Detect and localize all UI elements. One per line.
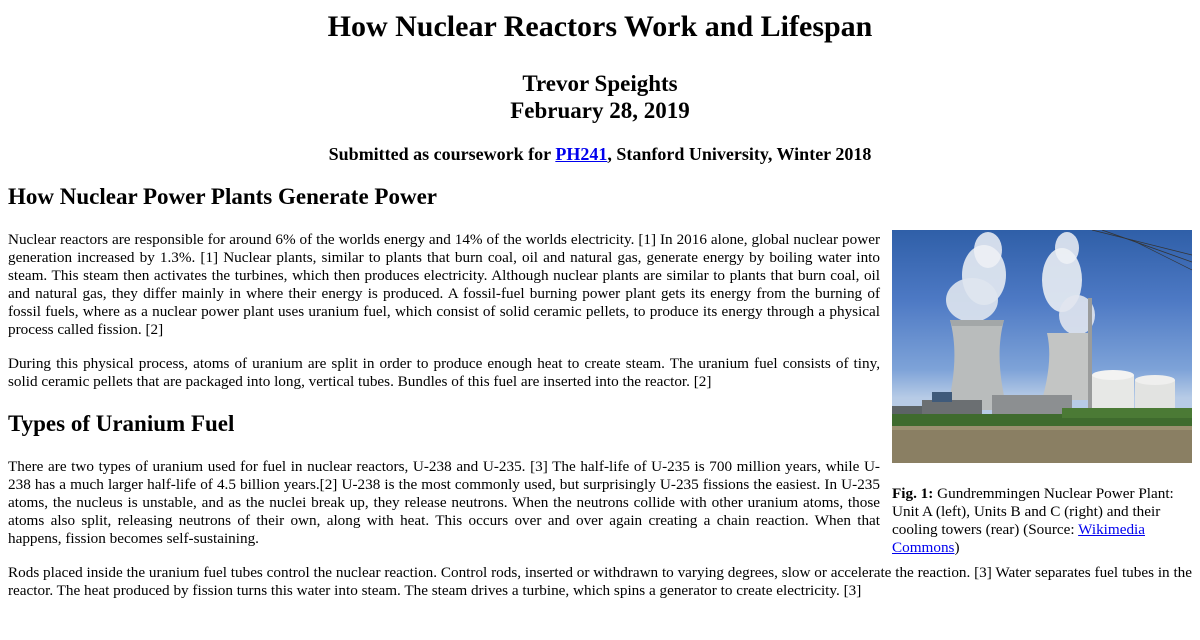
paragraph: During this physical process, atoms of uranium are split in order to produce enough heat to create steam. The uranium fuel consists of tiny, solid ceramic pellets that are packaged into long, vertical tubes. Bundles of this fuel are inserted into the reactor. [2]: [8, 355, 880, 390]
source-link[interactable]: Wikimedia Commons: [892, 521, 1145, 556]
submission-suffix: , Stanford University, Winter 2018: [607, 144, 872, 164]
course-link[interactable]: PH241: [555, 144, 608, 164]
paragraph: Rods placed inside the uranium fuel tubes control the nuclear reaction. Control rods, inserted or withdrawn to varying degrees, slow or accelerate the reaction. [3] Water separates fuel tubes in the reactor. The heat produced by fission turns this water into steam. The steam drives a turbine, which spins a generator to create electricity. [3]: [8, 564, 1192, 599]
section-heading-uranium: Types of Uranium Fuel: [8, 411, 235, 436]
paragraph: There are two types of uranium used for fuel in nuclear reactors, U-238 and U-235. [3] The half-life of U-235 is 700 million years, while U-238 has a much larger half-life of 4.5 billion years.[2] U-238 is the most commonly used, but surprisingly U-235 fissions the easiest. In U-235 atoms, the nucleus is unstable, and as the nuclei break up, they release neutrons. When the neutrons collide with other uranium atoms, those atoms also split, releasing neutrons of their own, along with heat. This occurs over and over again creating a chain reaction. When that happens, fission becomes self-sustaining.: [8, 458, 880, 547]
caption-text: Gundremmingen Nuclear Power Plant: Unit A (left), Units B and C (right) and their cooling towers (rear) (Source:: [892, 485, 1174, 538]
article-page: [0, 10, 1200, 600]
caption-end: ): [954, 539, 960, 556]
byline: [8, 70, 1192, 124]
paragraph: Nuclear reactors are responsible for around 6% of the worlds energy and 14% of the worlds electricity. [1] In 2016 alone, global nuclear power generation increased by 1.3%. [1] Nuclear plants, similar to plants that burn coal, oil and natural gas, generate energy by boiling water into steam. This steam then activates the turbines, which then produces electricity. Although nuclear plants are similar to plants that burn coal, oil and natural gas, they differ mainly in where their energy is produced. A fossil-fuel burning power plant gets its energy from the burning of fossil fuels, where as a nuclear power plant uses uranium fuel, which consist of solid ceramic pellets, to produce its energy through a physical process called fission. [2]: [8, 231, 880, 338]
page-title: How Nuclear Reactors Work and Lifespan: [327, 10, 873, 43]
section-heading-power: How Nuclear Power Plants Generate Power: [8, 184, 438, 209]
power-plant-image: [892, 230, 1192, 463]
submission-prefix: Submitted as coursework for: [328, 144, 556, 164]
figure-1: [892, 230, 1192, 557]
submission-note: [8, 143, 1192, 165]
publication-date: February 28, 2019: [510, 98, 690, 123]
author-name: Trevor Speights: [522, 71, 678, 96]
figure-caption: [892, 485, 1192, 557]
power-plant-photo: [892, 230, 1192, 463]
figure-label: Fig. 1:: [892, 485, 934, 502]
